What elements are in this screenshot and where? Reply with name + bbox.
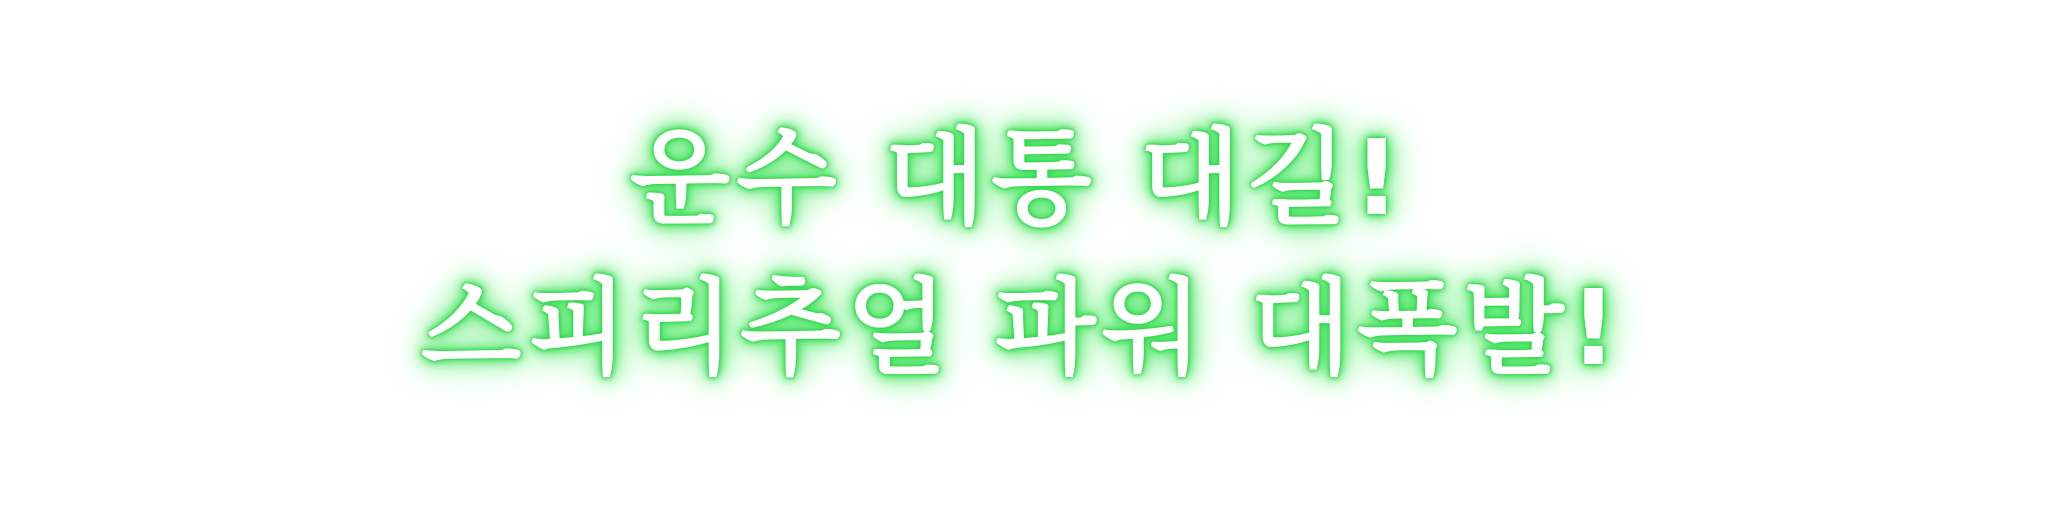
headline-line-2: 스피리추얼 파워 대폭발! [420, 267, 1624, 389]
headline-line-1: 운수 대통 대길! [629, 117, 1407, 239]
headline-block [420, 103, 1626, 403]
